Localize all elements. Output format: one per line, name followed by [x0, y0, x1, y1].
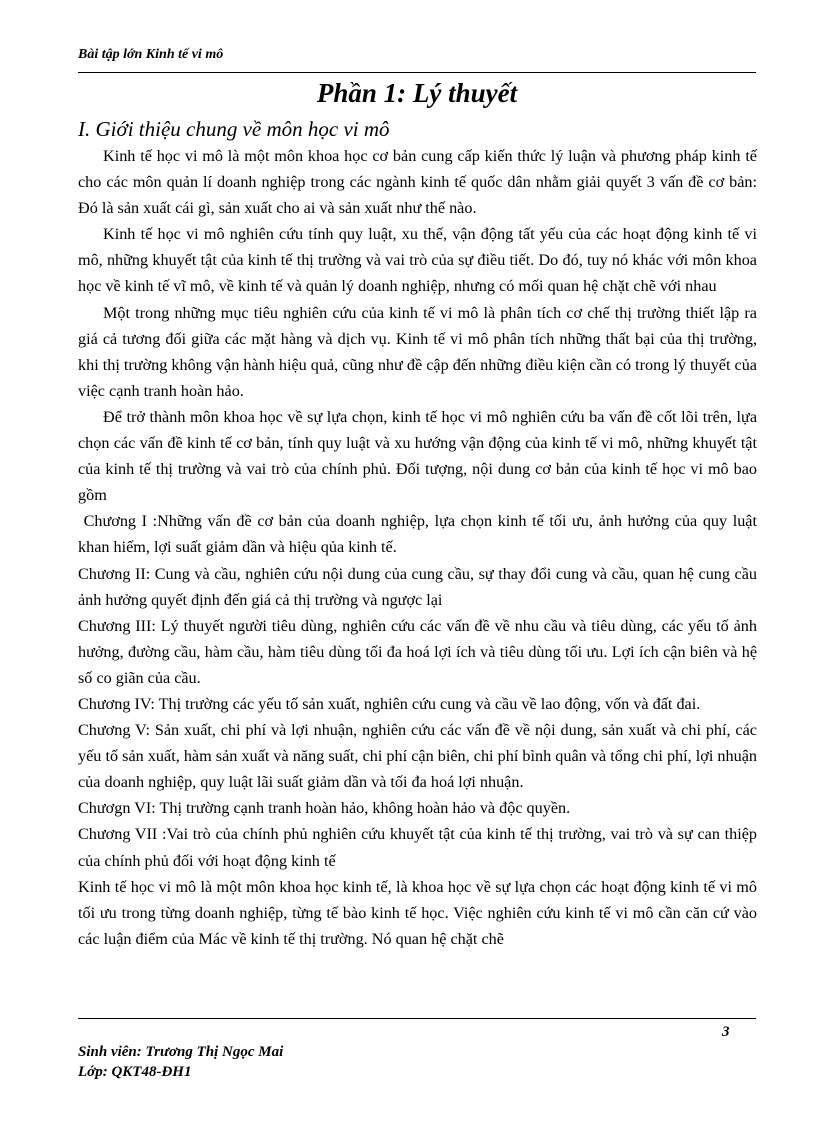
page-number: 3: [722, 1024, 730, 1040]
paragraph: Chương III: Lý thuyết người tiêu dùng, nghiên cứu các vấn đề về nhu cầu và tiêu dùng, các yếu tố ảnh hưởng, đường cầu, hàm cầu, hàm tiêu dùng tối đa hoá lợi ích và tiêu dùng tối ưu. Lợi ích cận biên và hệ số co giãn của cầu.: [78, 616, 757, 687]
paragraph: Chương I :Những vấn đề cơ bản của doanh nghiệp, lựa chọn kinh tế tối ưu, ảnh hưởng của quy luật khan hiếm, lợi suất giảm dần và hiệu qủa kinh tế.: [78, 512, 762, 557]
body-text: [78, 143, 762, 952]
page-footer: [78, 1042, 283, 1082]
footer-student: Sinh viên: Trương Thị Ngọc Mai: [78, 1044, 284, 1060]
page-title: Phần 1: Lý thuyết: [316, 78, 518, 108]
paragraph: Chương IV: Thị trường các yếu tố sản xuất, nghiên cứu cung và cầu về lao động, vốn và đất đai.: [78, 694, 701, 713]
header-rule: [78, 72, 756, 73]
paragraph: Một trong những mục tiêu nghiên cứu của kinh tế vi mô là phân tích cơ chế thị trường thiết lập ra giá cả tương đối giữa các mặt hàng và dịch vụ. Kinh tế vi mô phân tích những thất bại của thị trường, khi thị trường không vận hành hiệu quả, cũng như đề cập đến những điều kiện cần có trong lý thuyết của việc cạnh tranh hoàn hảo.: [78, 303, 757, 400]
paragraph: Chươgn VI: Thị trường cạnh tranh hoàn hảo, không hoàn hảo và độc quyền.: [78, 799, 571, 818]
paragraph: Kinh tế học vi mô nghiên cứu tính quy luật, xu thế, vận động tất yếu của các hoạt động kinh tế vi mô, những khuyết tật của kinh tế thị trường và vai trò của sự điều tiết. Do đó, tuy nó khác với môn khoa học về kinh tế vĩ mô, về kinh tế và quản lý doanh nghiệp, nhưng có mối quan hệ chặt chẽ với nhau: [78, 225, 757, 296]
paragraph: Chương II: Cung và cầu, nghiên cứu nội dung của cung cầu, sự thay đổi cung và cầu, quan hệ cung cầu ảnh hưởng quyết định đến giá cả thị trường và ngược lại: [78, 564, 757, 609]
paragraph: Chương V: Sản xuất, chi phí và lợi nhuận, nghiên cứu các vấn đề về nội dung, sản xuất và chi phí, các yếu tố sản xuất, hàm sản xuất và năng suất, chi phí cận biên, chi phí bình quân và tổng chi phí, lợi nhuận của doanh nghiệp, quy luật lãi suất giảm dần và tối đa hoá lợi nhuận.: [78, 721, 757, 792]
paragraph: Chương VII :Vai trò của chính phủ nghiên cứu khuyết tật của kinh tế thị trường, vai trò và sự can thiệp của chính phủ đối với hoạt động kinh tế: [78, 825, 757, 870]
paragraph: Kinh tế học vi mô là một môn khoa học kinh tế, là khoa học về sự lựa chọn các hoạt động kinh tế vi mô tối ưu trong từng doanh nghiệp, từng tế bào kinh tế học. Việc nghiên cứu kinh tế vi mô cần căn cứ vào các luận điểm của Mác về kinh tế thị trường. Nó quan hệ chặt chẽ: [78, 877, 757, 948]
footer-class: Lớp: QKT48-ĐH1: [78, 1064, 192, 1080]
footer-rule: [78, 1018, 756, 1019]
page-header: Bài tập lớn Kinh tế vi mô: [78, 47, 224, 62]
paragraph: Kinh tế học vi mô là một môn khoa học cơ bản cung cấp kiến thức lý luận và phương pháp kinh tế cho các môn quản lí doanh nghiệp trong các ngành kinh tế quốc dân nhằm giải quyết 3 vấn đề cơ bản: Đó là sản xuất cái gì, sản xuất cho ai và sản xuất như thế nào.: [78, 147, 757, 218]
section-heading: I. Giới thiệu chung về môn học vi mô: [78, 117, 390, 141]
paragraph: Để trở thành môn khoa học về sự lựa chọn, kinh tế học vi mô nghiên cứu ba vấn đề cốt lõi trên, lựa chọn các vấn đề kinh tế cơ bản, tính quy luật và xu hướng vận động của kinh tế vi mô, những khuyết tật của kinh tế thị trường và vai trò của chính phủ. Đối tượng, nội dung cơ bản của kinh tế học vi mô bao gồm: [78, 407, 757, 505]
